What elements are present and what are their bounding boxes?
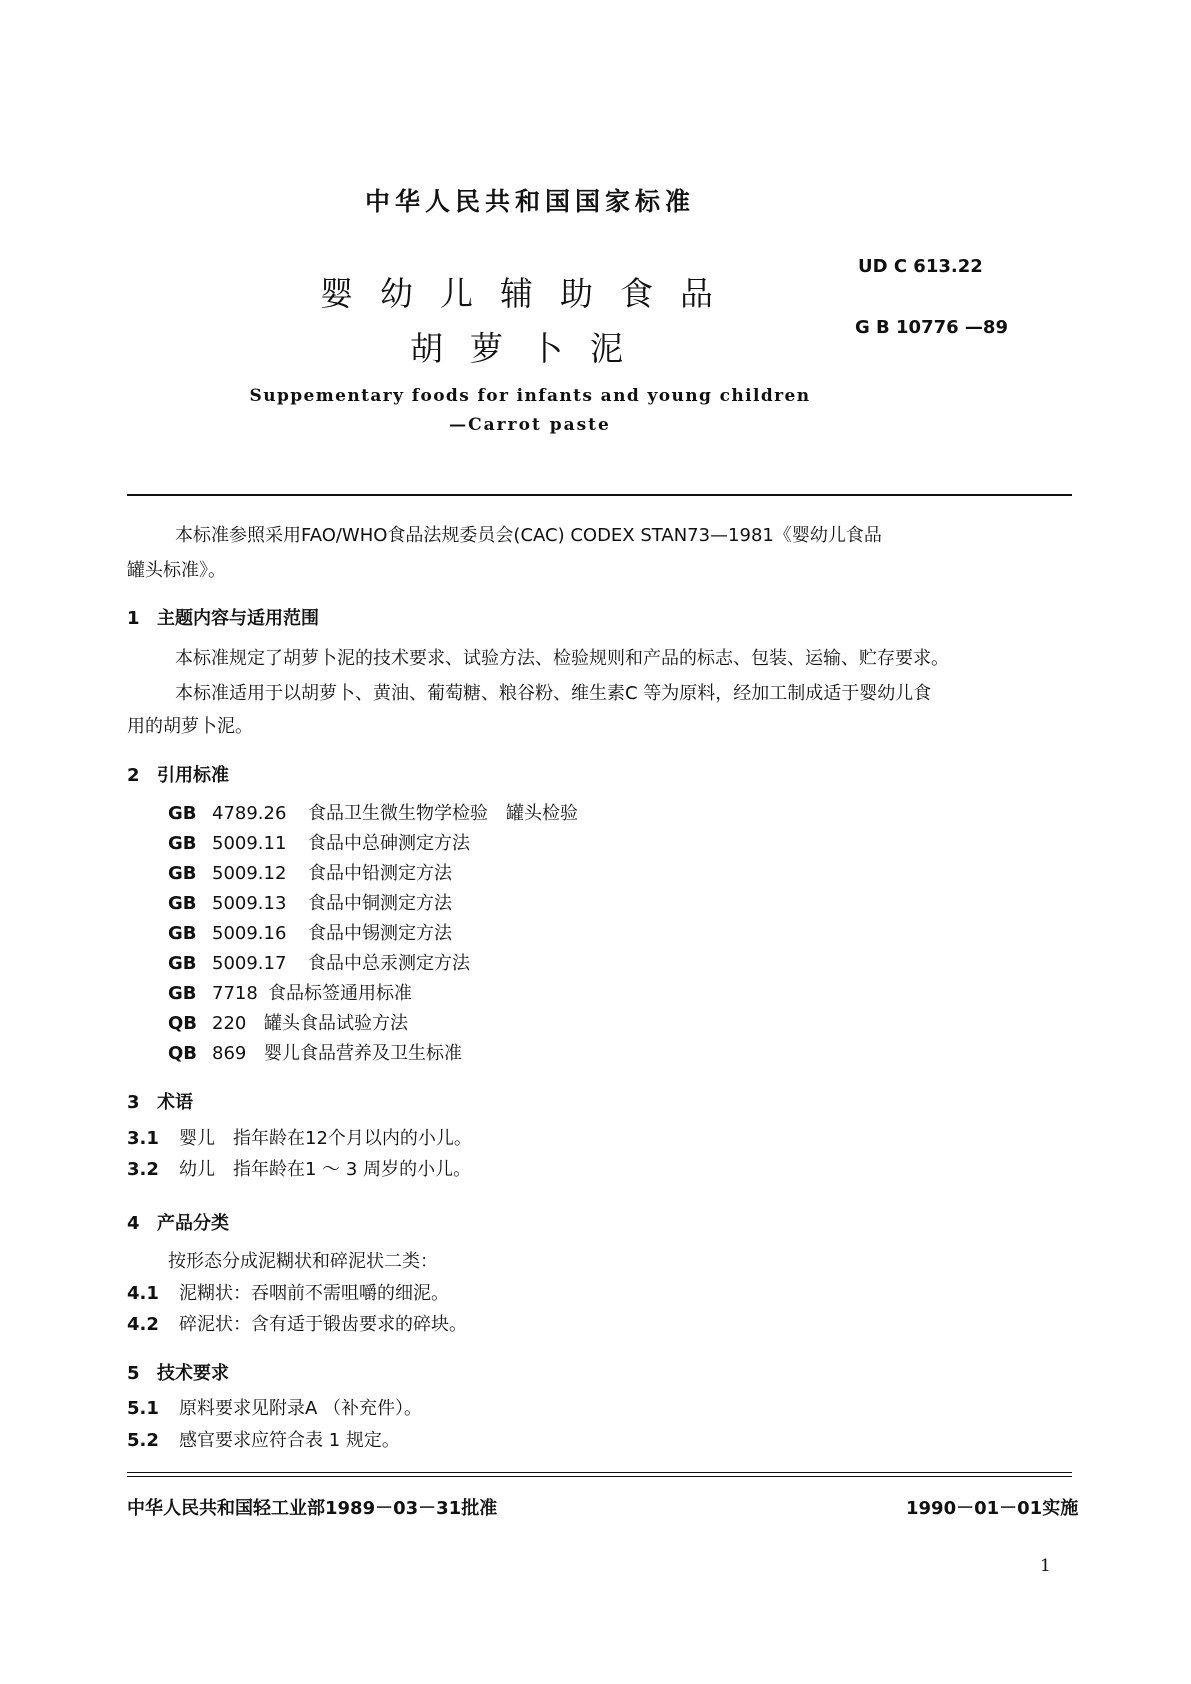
- ref-number: 869: [212, 1043, 247, 1064]
- ref-code: GB: [168, 983, 197, 1004]
- item-number: 5.2: [127, 1430, 159, 1451]
- reference-standard: [168, 1039, 462, 1065]
- item-number: 4.1: [127, 1283, 159, 1304]
- section-heading-5: [127, 1359, 229, 1385]
- section-title: 技术要求: [157, 1363, 229, 1384]
- section-heading-2: [127, 761, 229, 787]
- reference-standard: [168, 889, 452, 915]
- implementation-date: 1990－01－01实施: [906, 1498, 1079, 1519]
- ref-title: 食品卫生微生物学检验 罐头检验: [308, 803, 578, 824]
- reference-standard: [168, 979, 412, 1005]
- section-title: 引用标准: [157, 765, 229, 786]
- ref-number: 4789.26: [212, 803, 287, 824]
- ref-number: 5009.13: [212, 893, 287, 914]
- footer-divider-double: [127, 1476, 1072, 1477]
- section1-para2-line2: 用的胡萝卜泥。: [127, 716, 253, 737]
- udc-code: UD C 613.22: [858, 256, 983, 277]
- document-title-en-line2: —Carrot paste: [449, 415, 611, 435]
- ref-code: GB: [168, 893, 197, 914]
- reference-standard: [168, 799, 578, 825]
- ref-number: 7718: [212, 983, 258, 1004]
- ref-code: GB: [168, 863, 197, 884]
- ref-code: QB: [168, 1013, 198, 1034]
- section-number: 5: [127, 1363, 140, 1384]
- ref-number: 220: [212, 1013, 247, 1034]
- requirement-item: [127, 1391, 422, 1426]
- reference-standard: [168, 919, 452, 945]
- item-number: 5.1: [127, 1398, 159, 1419]
- header-divider: [127, 494, 1072, 496]
- section-heading-3: [127, 1088, 193, 1114]
- ref-code: GB: [168, 833, 197, 854]
- section-title: 术语: [157, 1092, 193, 1113]
- reference-standard: [168, 949, 470, 975]
- item-number: 4.2: [127, 1314, 159, 1335]
- term-item: [127, 1121, 472, 1156]
- item-text: 感官要求应符合表 1 规定。: [179, 1430, 400, 1451]
- section-number: 2: [127, 765, 140, 786]
- ref-title: 食品中总砷测定方法: [308, 833, 470, 854]
- ref-title: 食品中总汞测定方法: [308, 953, 470, 974]
- item-text: 泥糊状：吞咽前不需咀嚼的细泥。: [179, 1283, 449, 1304]
- approval-date: 中华人民共和国轻工业部1989－03－31批准: [127, 1498, 498, 1519]
- ref-title: 食品中锡测定方法: [308, 923, 452, 944]
- ref-number: 5009.11: [212, 833, 287, 854]
- section-number: 1: [127, 608, 140, 629]
- item-text: 原料要求见附录A （补充件）。: [179, 1398, 423, 1419]
- reference-standard: [168, 859, 452, 885]
- document-title-cn-line1: 婴幼儿辅助食品: [320, 274, 740, 313]
- classification-intro: 按形态分成泥糊状和碎泥状二类：: [168, 1251, 438, 1272]
- item-text: 碎泥状：含有适于锻齿要求的碎块。: [179, 1314, 467, 1335]
- gb-standard-number: G B 10776 —89: [855, 317, 1008, 338]
- section-title: 产品分类: [157, 1213, 229, 1234]
- ref-number: 5009.17: [212, 953, 287, 974]
- ref-code: GB: [168, 923, 197, 944]
- section-title: 主题内容与适用范围: [157, 608, 319, 629]
- ref-code: GB: [168, 953, 197, 974]
- section-heading-1: [127, 604, 319, 630]
- preface-line2: 罐头标准》。: [127, 560, 226, 581]
- section-number: 4: [127, 1213, 140, 1234]
- term-text: 婴儿 指年龄在12个月以内的小儿。: [179, 1128, 472, 1149]
- section1-para1: 本标准规定了胡萝卜泥的技术要求、试验方法、检验规则和产品的标志、包装、运输、贮存要求。: [175, 648, 949, 669]
- ref-title: 罐头食品试验方法: [264, 1013, 408, 1034]
- term-number: 3.2: [127, 1159, 159, 1180]
- requirement-item: [127, 1423, 400, 1458]
- footer-divider: [127, 1472, 1072, 1473]
- section-number: 3: [127, 1092, 140, 1113]
- page-number: 1: [1040, 1556, 1051, 1576]
- section1-para2-line1: 本标准适用于以胡萝卜、黄油、葡萄糖、粮谷粉、维生素C 等为原料，经加工制成适于婴幼儿食: [175, 683, 932, 704]
- reference-standard: [168, 1009, 408, 1035]
- national-standard-title: 中华人民共和国国家标准: [364, 187, 695, 216]
- classification-item: [127, 1276, 449, 1311]
- ref-code: GB: [168, 803, 197, 824]
- ref-title: 婴儿食品营养及卫生标准: [264, 1043, 462, 1064]
- document-title-cn-line2: 胡萝卜泥: [410, 329, 650, 368]
- term-number: 3.1: [127, 1128, 159, 1149]
- ref-code: QB: [168, 1043, 198, 1064]
- document-title-en-line1: Suppementary foods for infants and young children: [249, 386, 811, 406]
- ref-number: 5009.16: [212, 923, 287, 944]
- term-text: 幼儿 指年龄在1 ～ 3 周岁的小儿。: [179, 1159, 472, 1180]
- ref-title: 食品中铅测定方法: [308, 863, 452, 884]
- ref-title: 食品标签通用标准: [268, 983, 412, 1004]
- ref-title: 食品中铜测定方法: [308, 893, 452, 914]
- section-heading-4: [127, 1209, 229, 1235]
- term-item: [127, 1152, 471, 1187]
- reference-standard: [168, 829, 470, 855]
- ref-number: 5009.12: [212, 863, 287, 884]
- classification-item: [127, 1307, 467, 1342]
- preface-line1: 本标准参照采用FAO/WHO食品法规委员会(CAC) CODEX STAN73—1981《婴幼儿食品: [175, 525, 882, 546]
